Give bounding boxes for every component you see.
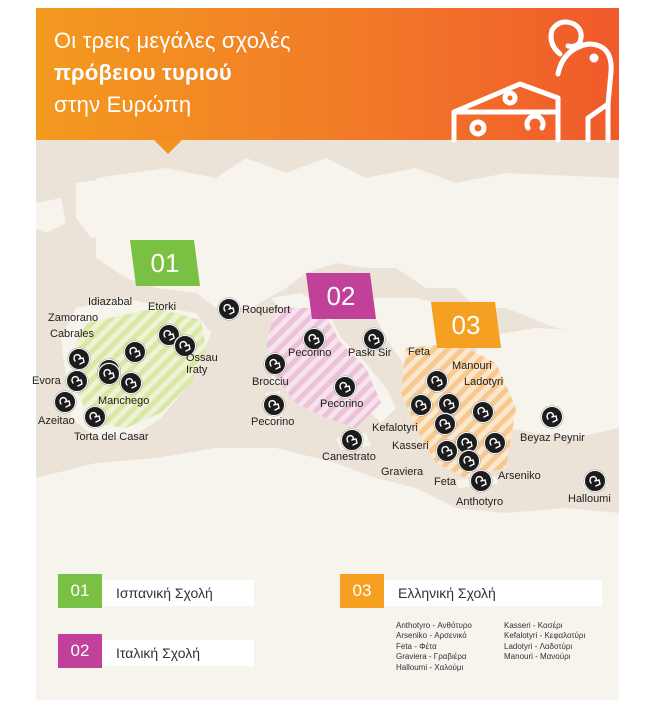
pin-beyaz-peynir[interactable]	[541, 406, 563, 428]
label-ossau-iraty: Ossau Iraty	[186, 352, 218, 376]
pin-ladotyri[interactable]	[472, 401, 494, 423]
pin-toledo[interactable]	[98, 363, 120, 385]
pin-arseniko[interactable]	[484, 432, 506, 454]
label-idiazabal: Idiazabal	[88, 296, 133, 308]
label-anthotyro: Anthotyro	[456, 496, 504, 508]
label-azeitao: Azeitao	[38, 415, 75, 427]
greek-name-kasseri: Kasseri - Κασέρι	[504, 621, 563, 630]
pin-idiazabal[interactable]	[124, 341, 146, 363]
pin-canestrato[interactable]	[341, 429, 363, 451]
greek-name-graviera: Graviera - Γραβιέρα	[396, 652, 467, 662]
label-feta-north: Feta	[408, 346, 431, 358]
legend-italy	[58, 640, 254, 666]
greek-names-left	[396, 621, 472, 673]
pin-azeitao[interactable]	[54, 391, 76, 413]
ram-head-icon	[476, 405, 490, 419]
label-arseniko: Arseniko	[498, 470, 541, 482]
label-graviera: Graviera	[381, 466, 424, 478]
label-canestrato: Canestrato	[322, 451, 376, 463]
label-pecorino-north: Pecorino	[288, 347, 332, 359]
sheep-and-cheese-icon	[448, 14, 616, 140]
label-manchego: Manchego	[98, 395, 150, 407]
ram-head-icon	[345, 433, 359, 447]
pin-kasseri[interactable]	[434, 413, 456, 435]
flag-02	[304, 271, 378, 321]
ram-head-icon	[474, 474, 488, 488]
label-halloumi: Halloumi	[568, 493, 611, 505]
flag-01	[128, 238, 202, 288]
greek-name-arseniko: Arseniko - Αρσενικό	[396, 631, 467, 641]
label-zamorano: Zamorano	[48, 312, 99, 324]
header-title-line1: Οι τρεις μεγάλες σχολές	[54, 28, 291, 53]
label-torta-del-casar: Torta del Casar	[74, 431, 149, 443]
pin-evora[interactable]	[66, 370, 88, 392]
label-kasseri: Kasseri	[392, 440, 429, 452]
ram-head-icon	[430, 374, 444, 388]
ram-head-icon	[438, 417, 452, 431]
pin-roquefort[interactable]	[218, 298, 240, 320]
ram-head-icon	[72, 352, 86, 366]
header-title-line3: στην Ευρώπη	[54, 92, 192, 117]
ram-head-icon	[178, 339, 192, 353]
ram-head-icon	[588, 474, 602, 488]
greek-name-feta: Feta - Φέτα	[396, 641, 437, 651]
legend-spain	[58, 580, 254, 606]
ram-head-icon	[128, 345, 142, 359]
ram-head-icon	[222, 302, 236, 316]
pin-manchego[interactable]	[120, 372, 142, 394]
ram-head-icon	[162, 328, 176, 342]
label-etorki: Etorki	[148, 301, 177, 313]
legend-greece-label: Ελληνική Σχολή	[398, 585, 496, 601]
legend-greece-badge: 03	[340, 574, 384, 608]
pin-graviera[interactable]	[436, 440, 458, 462]
greek-name-manouri: Manouri - Μανούρι	[504, 652, 571, 662]
ram-head-icon	[460, 436, 474, 450]
ram-head-icon	[268, 357, 282, 371]
pin-feta-south[interactable]	[458, 450, 480, 472]
label-cabrales: Cabrales	[50, 328, 95, 340]
header-title-line2: πρόβειου τυριού	[54, 60, 232, 85]
ram-head-icon	[307, 332, 321, 346]
legend-spain-badge: 01	[58, 574, 102, 608]
label-ladotyri: Ladotyri	[464, 376, 504, 388]
ram-head-icon	[440, 444, 454, 458]
ram-head-icon	[58, 395, 72, 409]
label-pecorino-central: Pecorino	[320, 398, 364, 410]
ram-head-icon	[338, 380, 352, 394]
flag-01-number: 01	[150, 247, 180, 278]
legend-spain-label: Ισπανική Σχολή	[116, 585, 213, 601]
pin-halloumi[interactable]	[584, 470, 606, 492]
label-beyaz-peynir: Beyaz Peynir	[520, 432, 585, 444]
label-kefalotyri: Kefalotyri	[372, 422, 418, 434]
label-paski-sir: Paski Sir	[348, 347, 392, 359]
ram-head-icon	[442, 397, 456, 411]
ram-head-icon	[367, 332, 381, 346]
greek-name-anthotyro: Anthotyro - Ανθότυρο	[396, 621, 472, 630]
label-roquefort: Roquefort	[242, 304, 291, 316]
flag-03	[429, 300, 503, 350]
pin-kefalotyri[interactable]	[410, 394, 432, 416]
pin-pecorino-sardinia[interactable]	[263, 394, 285, 416]
pin-cabrales[interactable]	[68, 348, 90, 370]
flag-02-number: 02	[326, 280, 356, 311]
ram-head-icon	[414, 398, 428, 412]
header-banner	[36, 8, 619, 140]
ram-head-icon	[124, 376, 138, 390]
ram-head-icon	[462, 454, 476, 468]
greek-name-halloumi: Halloumi - Χαλούμι	[396, 662, 464, 672]
pin-anthotyro[interactable]	[470, 470, 492, 492]
label-brocciu: Brocciu	[252, 376, 289, 388]
ram-head-icon	[102, 367, 116, 381]
legend-italy-badge: 02	[58, 634, 102, 668]
pin-feta-north[interactable]	[426, 370, 448, 392]
infographic-frame	[32, 8, 619, 700]
greek-names-right	[504, 621, 585, 663]
greek-name-kefalotyri: Kefalotyri - Κεφαλοτύρι	[504, 631, 586, 641]
greek-name-ladotyri: Ladotyri - Λαδοτύρι	[504, 641, 573, 651]
legend-greece	[340, 580, 602, 606]
flag-03-number: 03	[451, 309, 481, 340]
legend-italy-label: Ιταλική Σχολή	[116, 645, 201, 661]
pin-pecorino-central[interactable]	[334, 376, 356, 398]
ram-head-icon	[267, 398, 281, 412]
pin-manouri[interactable]	[438, 393, 460, 415]
ram-head-icon	[70, 374, 84, 388]
ram-head-icon	[488, 436, 502, 450]
ram-head-icon	[88, 410, 102, 424]
label-pecorino-sardinia: Pecorino	[251, 416, 295, 428]
ram-head-icon	[545, 410, 559, 424]
label-feta-south: Feta	[434, 476, 457, 488]
label-evora: Evora	[32, 375, 61, 387]
label-manouri: Manouri	[452, 360, 492, 372]
pin-brocciu[interactable]	[264, 353, 286, 375]
pin-torta-del-casar[interactable]	[84, 406, 106, 428]
